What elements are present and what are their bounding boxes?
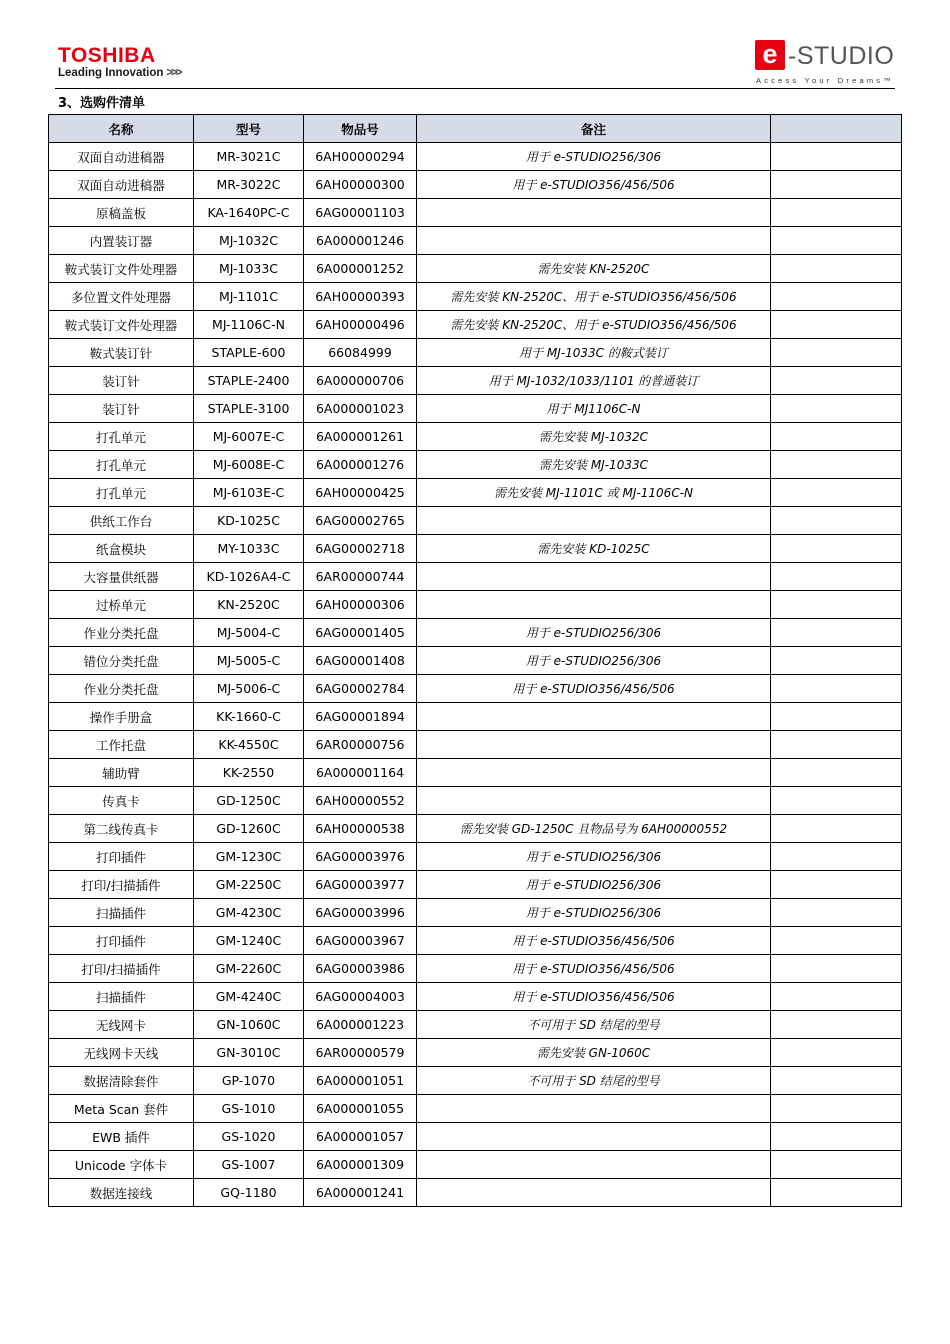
cell-remark: 用于 e-STUDIO256/306: [417, 871, 771, 899]
cell-blank: [771, 731, 902, 759]
cell-model: GN-3010C: [194, 1039, 304, 1067]
cell-part-number: 6AH00000294: [304, 143, 417, 171]
table-row: [49, 311, 902, 339]
cell-model: STAPLE-2400: [194, 367, 304, 395]
cell-remark: 用于 MJ-1033C 的鞍式装订: [417, 339, 771, 367]
cell-part-number: 6A000001261: [304, 423, 417, 451]
cell-name: 打印/扫描插件: [49, 955, 194, 983]
chevrons-icon: >>>: [166, 67, 181, 79]
table-row: [49, 871, 902, 899]
cell-remark: 需先安装 MJ-1033C: [417, 451, 771, 479]
cell-part-number: 6AG00001408: [304, 647, 417, 675]
cell-model: GM-4240C: [194, 983, 304, 1011]
cell-name: 无线网卡天线: [49, 1039, 194, 1067]
table-row: [49, 1067, 902, 1095]
table-row: [49, 479, 902, 507]
cell-remark: 用于 e-STUDIO356/456/506: [417, 927, 771, 955]
cell-part-number: 6A000001276: [304, 451, 417, 479]
table-row: [49, 507, 902, 535]
cell-blank: [771, 143, 902, 171]
cell-blank: [771, 703, 902, 731]
cell-remark: [417, 563, 771, 591]
cell-remark: 用于 MJ-1032/1033/1101 的普通装订: [417, 367, 771, 395]
cell-part-number: 6AH00000425: [304, 479, 417, 507]
cell-part-number: 6A000001309: [304, 1151, 417, 1179]
table-row: [49, 815, 902, 843]
cell-blank: [771, 619, 902, 647]
cell-blank: [771, 283, 902, 311]
cell-name: 辅助臂: [49, 759, 194, 787]
estudio-logo-e: e: [755, 40, 785, 70]
cell-part-number: 6AG00003986: [304, 955, 417, 983]
cell-remark: 用于 e-STUDIO356/456/506: [417, 955, 771, 983]
cell-model: MJ-6007E-C: [194, 423, 304, 451]
table-row: [49, 339, 902, 367]
estudio-logo-subtitle: Access Your Dreams™: [756, 76, 894, 85]
cell-name: 打印插件: [49, 927, 194, 955]
cell-model: GM-1230C: [194, 843, 304, 871]
cell-remark: 不可用于 SD 结尾的型号: [417, 1067, 771, 1095]
cell-part-number: 6AG00002718: [304, 535, 417, 563]
cell-part-number: 6A000001246: [304, 227, 417, 255]
cell-name: 传真卡: [49, 787, 194, 815]
cell-part-number: 6AH00000306: [304, 591, 417, 619]
cell-part-number: 6AH00000552: [304, 787, 417, 815]
tagline-text: Leading Innovation: [58, 67, 164, 79]
cell-model: GS-1010: [194, 1095, 304, 1123]
table-row: [49, 199, 902, 227]
cell-model: KD-1026A4-C: [194, 563, 304, 591]
cell-name: 打孔单元: [49, 423, 194, 451]
table-row: [49, 1095, 902, 1123]
cell-blank: [771, 227, 902, 255]
cell-part-number: 6A000001223: [304, 1011, 417, 1039]
cell-remark: 用于 e-STUDIO356/456/506: [417, 675, 771, 703]
cell-remark: [417, 591, 771, 619]
table-row: [49, 927, 902, 955]
cell-model: KD-1025C: [194, 507, 304, 535]
cell-blank: [771, 507, 902, 535]
cell-blank: [771, 451, 902, 479]
cell-part-number: 6A000000706: [304, 367, 417, 395]
estudio-logo: [752, 40, 897, 88]
cell-name: 打孔单元: [49, 451, 194, 479]
cell-model: GM-1240C: [194, 927, 304, 955]
table-row: [49, 787, 902, 815]
cell-name: 无线网卡: [49, 1011, 194, 1039]
cell-part-number: 6AH00000300: [304, 171, 417, 199]
table-row: [49, 899, 902, 927]
cell-blank: [771, 843, 902, 871]
table-row: [49, 227, 902, 255]
cell-remark: 需先安装 MJ-1032C: [417, 423, 771, 451]
cell-model: GP-1070: [194, 1067, 304, 1095]
table-row: [49, 647, 902, 675]
cell-model: MR-3021C: [194, 143, 304, 171]
table-row: [49, 759, 902, 787]
cell-part-number: 6A000001241: [304, 1179, 417, 1207]
table-row: [49, 1151, 902, 1179]
cell-name: 扫描插件: [49, 983, 194, 1011]
cell-remark: 需先安装 GN-1060C: [417, 1039, 771, 1067]
cell-blank: [771, 1123, 902, 1151]
cell-remark: 需先安装 MJ-1101C 或 MJ-1106C-N: [417, 479, 771, 507]
cell-name: 错位分类托盘: [49, 647, 194, 675]
cell-model: STAPLE-600: [194, 339, 304, 367]
cell-model: MJ-1032C: [194, 227, 304, 255]
cell-name: 作业分类托盘: [49, 619, 194, 647]
table-row: [49, 143, 902, 171]
cell-part-number: 6AR00000744: [304, 563, 417, 591]
cell-name: 双面自动进稿器: [49, 143, 194, 171]
cell-blank: [771, 1011, 902, 1039]
cell-name: Unicode 字体卡: [49, 1151, 194, 1179]
cell-blank: [771, 759, 902, 787]
cell-remark: [417, 1179, 771, 1207]
cell-name: 打印/扫描插件: [49, 871, 194, 899]
cell-name: 数据清除套件: [49, 1067, 194, 1095]
cell-blank: [771, 255, 902, 283]
cell-remark: [417, 1095, 771, 1123]
page-header: [0, 0, 950, 92]
cell-part-number: 6A000001055: [304, 1095, 417, 1123]
cell-blank: [771, 983, 902, 1011]
cell-model: KK-4550C: [194, 731, 304, 759]
cell-model: KA-1640PC-C: [194, 199, 304, 227]
cell-blank: [771, 1151, 902, 1179]
cell-blank: [771, 479, 902, 507]
table-row: [49, 983, 902, 1011]
cell-remark: 用于 e-STUDIO256/306: [417, 619, 771, 647]
cell-remark: 用于 e-STUDIO256/306: [417, 843, 771, 871]
cell-name: 工作托盘: [49, 731, 194, 759]
cell-blank: [771, 311, 902, 339]
table-row: [49, 1039, 902, 1067]
cell-blank: [771, 927, 902, 955]
cell-remark: 需先安装 GD-1250C 且物品号为 6AH00000552: [417, 815, 771, 843]
cell-name: 扫描插件: [49, 899, 194, 927]
cell-part-number: 6A000001252: [304, 255, 417, 283]
cell-model: MR-3022C: [194, 171, 304, 199]
cell-model: KK-1660-C: [194, 703, 304, 731]
header-divider: [55, 88, 895, 89]
table-row: [49, 591, 902, 619]
cell-remark: 不可用于 SD 结尾的型号: [417, 1011, 771, 1039]
cell-blank: [771, 787, 902, 815]
cell-name: 多位置文件处理器: [49, 283, 194, 311]
cell-model: MJ-5006-C: [194, 675, 304, 703]
cell-part-number: 6AH00000496: [304, 311, 417, 339]
cell-model: GS-1007: [194, 1151, 304, 1179]
table-row: [49, 423, 902, 451]
cell-blank: [771, 815, 902, 843]
cell-remark: 用于 e-STUDIO256/306: [417, 647, 771, 675]
cell-name: 鞍式装订文件处理器: [49, 255, 194, 283]
col-header-part-number: 物品号: [304, 115, 417, 143]
cell-remark: [417, 199, 771, 227]
cell-remark: [417, 1151, 771, 1179]
col-header-name: 名称: [49, 115, 194, 143]
cell-remark: 需先安装 KD-1025C: [417, 535, 771, 563]
cell-name: 鞍式装订针: [49, 339, 194, 367]
table-row: [49, 1123, 902, 1151]
cell-model: GM-2250C: [194, 871, 304, 899]
cell-model: GD-1260C: [194, 815, 304, 843]
table-body: [49, 143, 902, 1207]
table-row: [49, 619, 902, 647]
cell-name: 纸盒模块: [49, 535, 194, 563]
col-header-remarks: 备注: [417, 115, 771, 143]
cell-name: 打印插件: [49, 843, 194, 871]
cell-name: 内置装订器: [49, 227, 194, 255]
cell-model: KK-2550: [194, 759, 304, 787]
table-row: [49, 843, 902, 871]
cell-blank: [771, 899, 902, 927]
cell-remark: [417, 507, 771, 535]
cell-name: 双面自动进稿器: [49, 171, 194, 199]
cell-remark: [417, 731, 771, 759]
cell-remark: [417, 759, 771, 787]
cell-model: GS-1020: [194, 1123, 304, 1151]
col-header-model: 型号: [194, 115, 304, 143]
cell-model: KN-2520C: [194, 591, 304, 619]
table-row: [49, 675, 902, 703]
cell-remark: 需先安装 KN-2520C、用于 e-STUDIO356/456/506: [417, 311, 771, 339]
cell-remark: [417, 227, 771, 255]
table-row: [49, 255, 902, 283]
cell-name: 大容量供纸器: [49, 563, 194, 591]
section-title: 3、选购件清单: [58, 96, 146, 111]
cell-part-number: 6AG00003967: [304, 927, 417, 955]
cell-name: 作业分类托盘: [49, 675, 194, 703]
toshiba-logo: TOSHIBA: [58, 44, 156, 67]
cell-blank: [771, 591, 902, 619]
cell-remark: [417, 1123, 771, 1151]
cell-part-number: 6AG00003977: [304, 871, 417, 899]
cell-blank: [771, 675, 902, 703]
cell-part-number: 6AG00004003: [304, 983, 417, 1011]
estudio-logo-word: -STUDIO: [788, 42, 895, 70]
cell-remark: [417, 787, 771, 815]
table-row: [49, 451, 902, 479]
cell-blank: [771, 1039, 902, 1067]
cell-blank: [771, 339, 902, 367]
table-header-row: [49, 115, 902, 143]
cell-model: MJ-1033C: [194, 255, 304, 283]
cell-name: 数据连接线: [49, 1179, 194, 1207]
cell-part-number: 6AG00001405: [304, 619, 417, 647]
cell-model: GD-1250C: [194, 787, 304, 815]
cell-remark: 需先安装 KN-2520C: [417, 255, 771, 283]
cell-name: Meta Scan 套件: [49, 1095, 194, 1123]
cell-remark: 用于 MJ1106C-N: [417, 395, 771, 423]
cell-part-number: 6AR00000579: [304, 1039, 417, 1067]
table-row: [49, 535, 902, 563]
cell-model: STAPLE-3100: [194, 395, 304, 423]
cell-model: GM-2260C: [194, 955, 304, 983]
cell-name: EWB 插件: [49, 1123, 194, 1151]
cell-remark: 用于 e-STUDIO256/306: [417, 899, 771, 927]
cell-part-number: 6AG00002765: [304, 507, 417, 535]
cell-model: MJ-6103E-C: [194, 479, 304, 507]
cell-name: 打孔单元: [49, 479, 194, 507]
cell-remark: 用于 e-STUDIO256/306: [417, 143, 771, 171]
cell-model: MJ-5005-C: [194, 647, 304, 675]
table-row: [49, 731, 902, 759]
cell-name: 操作手册盒: [49, 703, 194, 731]
cell-remark: 需先安装 KN-2520C、用于 e-STUDIO356/456/506: [417, 283, 771, 311]
cell-model: MJ-5004-C: [194, 619, 304, 647]
cell-blank: [771, 1095, 902, 1123]
cell-part-number: 6AR00000756: [304, 731, 417, 759]
cell-part-number: 6AG00003996: [304, 899, 417, 927]
cell-remark: [417, 703, 771, 731]
cell-part-number: 6A000001051: [304, 1067, 417, 1095]
cell-part-number: 66084999: [304, 339, 417, 367]
cell-name: 供纸工作台: [49, 507, 194, 535]
cell-part-number: 6AG00002784: [304, 675, 417, 703]
cell-name: 过桥单元: [49, 591, 194, 619]
cell-name: 原稿盖板: [49, 199, 194, 227]
cell-blank: [771, 423, 902, 451]
cell-blank: [771, 871, 902, 899]
cell-blank: [771, 535, 902, 563]
cell-part-number: 6A000001164: [304, 759, 417, 787]
cell-part-number: 6AG00001103: [304, 199, 417, 227]
col-header-blank: [771, 115, 902, 143]
table-row: [49, 1179, 902, 1207]
table-row: [49, 955, 902, 983]
cell-name: 鞍式装订文件处理器: [49, 311, 194, 339]
table-row: [49, 395, 902, 423]
cell-part-number: 6A000001023: [304, 395, 417, 423]
cell-blank: [771, 1067, 902, 1095]
cell-model: MJ-6008E-C: [194, 451, 304, 479]
cell-name: 装订针: [49, 367, 194, 395]
tagline: [58, 67, 181, 79]
cell-name: 装订针: [49, 395, 194, 423]
table-row: [49, 171, 902, 199]
cell-part-number: 6AG00001894: [304, 703, 417, 731]
cell-blank: [771, 955, 902, 983]
cell-blank: [771, 395, 902, 423]
cell-part-number: 6A000001057: [304, 1123, 417, 1151]
table-row: [49, 1011, 902, 1039]
cell-part-number: 6AG00003976: [304, 843, 417, 871]
cell-remark: 用于 e-STUDIO356/456/506: [417, 983, 771, 1011]
cell-blank: [771, 647, 902, 675]
cell-model: MY-1033C: [194, 535, 304, 563]
cell-blank: [771, 171, 902, 199]
table-row: [49, 283, 902, 311]
cell-model: MJ-1106C-N: [194, 311, 304, 339]
table-row: [49, 367, 902, 395]
cell-blank: [771, 1179, 902, 1207]
cell-blank: [771, 367, 902, 395]
cell-model: GQ-1180: [194, 1179, 304, 1207]
cell-part-number: 6AH00000538: [304, 815, 417, 843]
cell-model: GN-1060C: [194, 1011, 304, 1039]
cell-blank: [771, 199, 902, 227]
table-row: [49, 703, 902, 731]
options-table: [48, 114, 902, 1207]
cell-part-number: 6AH00000393: [304, 283, 417, 311]
cell-name: 第二线传真卡: [49, 815, 194, 843]
cell-model: GM-4230C: [194, 899, 304, 927]
table-row: [49, 563, 902, 591]
cell-blank: [771, 563, 902, 591]
cell-model: MJ-1101C: [194, 283, 304, 311]
cell-remark: 用于 e-STUDIO356/456/506: [417, 171, 771, 199]
